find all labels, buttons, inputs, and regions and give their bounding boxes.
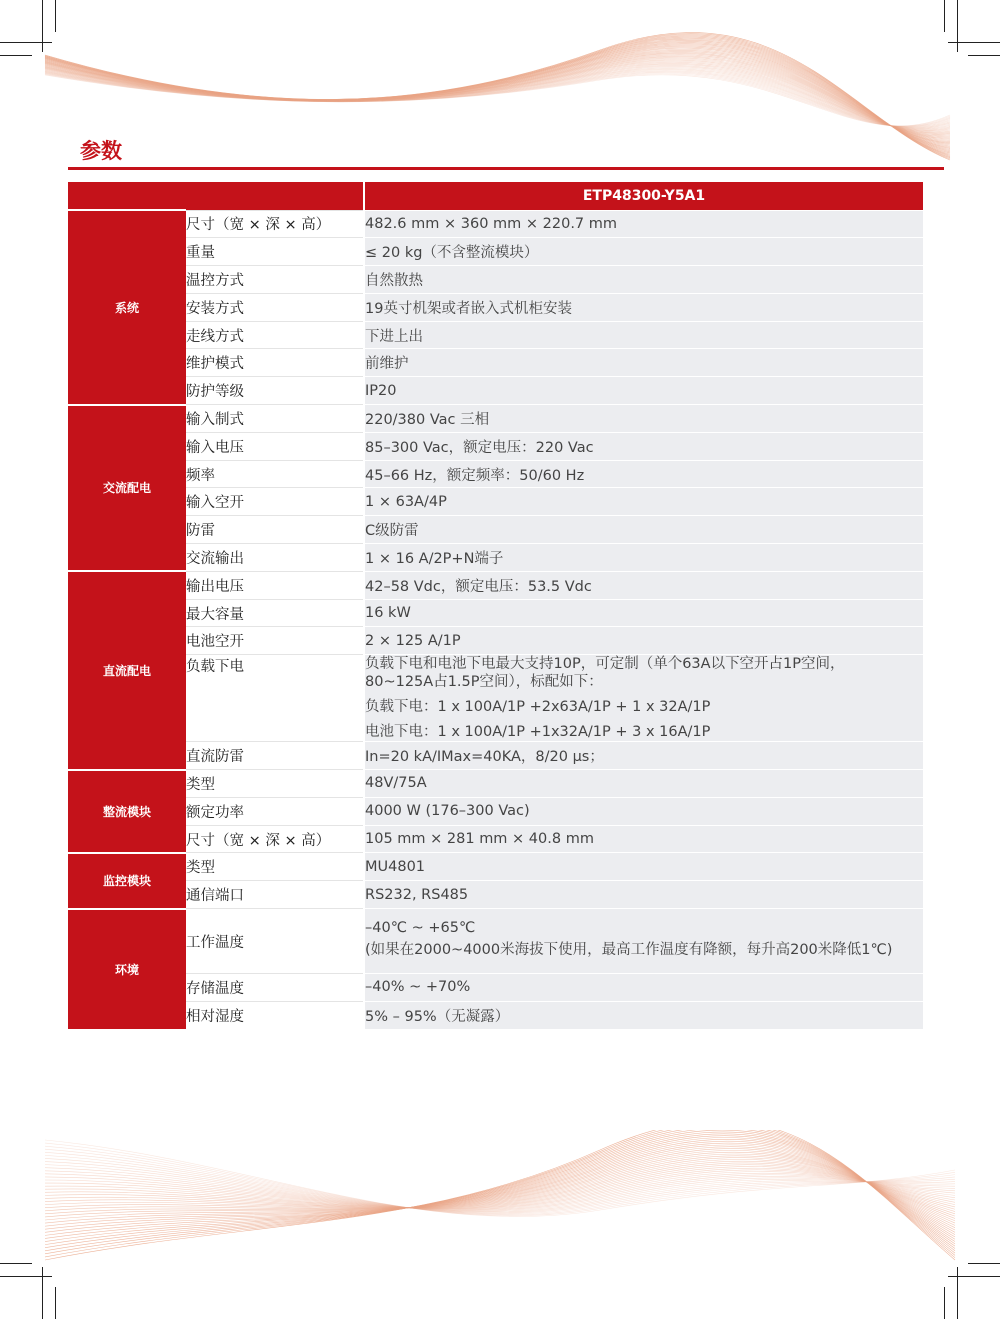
value-line: (如果在2000~4000米海拔下使用，最高工作温度有降额，每升高200米降低1℃) <box>365 942 893 959</box>
value-line: 负载下电和电池下电最大支持10P，可定制（单个63A以下空开占1P空间， <box>365 656 845 673</box>
table-row <box>68 825 923 853</box>
param-value: MU4801 <box>364 853 923 881</box>
table-row <box>68 627 923 655</box>
param-value: C级防雷 <box>364 516 923 544</box>
param-value: 自然散热 <box>364 266 923 294</box>
wave-line <box>45 48 950 144</box>
param-value: 前维护 <box>364 349 923 377</box>
table-row <box>68 599 923 627</box>
param-value: –40% ~ +70% <box>364 974 923 1002</box>
param-label: 重量 <box>186 238 364 266</box>
table-row <box>68 571 923 599</box>
wave-line <box>45 46 950 146</box>
top-wave-decoration <box>0 20 1000 170</box>
param-label: 防护等级 <box>186 377 364 405</box>
param-label: 工作温度 <box>186 909 364 974</box>
table-row <box>68 770 923 798</box>
table-row <box>68 655 923 742</box>
category-ac-distribution: 交流配电 <box>68 405 186 572</box>
crop-mark-bottom-left-v2 <box>55 1287 56 1319</box>
table-row <box>68 405 923 433</box>
param-value: 220/380 Vac 三相 <box>364 405 923 433</box>
table-row <box>68 377 923 405</box>
category-rectifier: 整流模块 <box>68 770 186 853</box>
param-label: 温控方式 <box>186 266 364 294</box>
wave-line <box>45 47 950 145</box>
param-label: 输入电压 <box>186 432 364 460</box>
param-value: 16 kW <box>364 599 923 627</box>
crop-mark-bottom-left-h <box>0 1276 52 1277</box>
param-label: 电池空开 <box>186 627 364 655</box>
param-value: 5% – 95%（无凝露） <box>364 1001 923 1028</box>
param-label: 通信端口 <box>186 881 364 909</box>
table-header-row <box>68 182 923 210</box>
wave-line <box>45 49 950 143</box>
param-label: 负载下电 <box>186 655 364 742</box>
param-label: 输出电压 <box>186 571 364 599</box>
param-value: 482.6 mm × 360 mm × 220.7 mm <box>364 210 923 238</box>
param-label: 交流输出 <box>186 544 364 572</box>
value-line: 负载下电：1 x 100A/1P +2x63A/1P + 1 x 32A/1P <box>365 699 711 716</box>
header-blank-cell <box>68 182 364 210</box>
table-row <box>68 432 923 460</box>
table-row <box>68 1001 923 1028</box>
param-label: 输入制式 <box>186 405 364 433</box>
param-value: 48V/75A <box>364 770 923 798</box>
param-value: 45–66 Hz，额定频率：50/60 Hz <box>364 460 923 488</box>
table-row <box>68 974 923 1002</box>
table-row <box>68 909 923 974</box>
param-label: 存储温度 <box>186 974 364 1002</box>
table-row <box>68 488 923 516</box>
param-value: ≤ 20 kg（不含整流模块） <box>364 238 923 266</box>
param-value: In=20 kA/IMax=40KA，8/20 μs； <box>364 742 923 770</box>
param-value: 1 × 16 A/2P+N端子 <box>364 544 923 572</box>
table-row <box>68 210 923 238</box>
wave-line <box>45 43 950 150</box>
table-row <box>68 238 923 266</box>
param-label: 直流防雷 <box>186 742 364 770</box>
param-value: 85–300 Vac，额定电压：220 Vac <box>364 432 923 460</box>
param-label: 安装方式 <box>186 293 364 321</box>
param-value-multiline <box>364 655 923 742</box>
param-label: 额定功率 <box>186 797 364 825</box>
param-label: 类型 <box>186 770 364 798</box>
value-line: –40℃ ~ +65℃ <box>365 920 476 937</box>
param-label: 最大容量 <box>186 599 364 627</box>
table-row <box>68 349 923 377</box>
category-dc-distribution: 直流配电 <box>68 571 186 769</box>
category-environment: 环境 <box>68 909 186 1029</box>
param-value: 2 × 125 A/1P <box>364 627 923 655</box>
param-value: RS232, RS485 <box>364 881 923 909</box>
param-value: 19英寸机架或者嵌入式机柜安装 <box>364 293 923 321</box>
table-row <box>68 321 923 349</box>
crop-mark-bottom-right-v2 <box>944 1287 945 1319</box>
param-label: 维护模式 <box>186 349 364 377</box>
table-row <box>68 266 923 294</box>
param-label: 频率 <box>186 460 364 488</box>
param-label: 尺寸（宽 × 深 × 高） <box>186 825 364 853</box>
wave-line <box>45 44 950 149</box>
param-label: 相对湿度 <box>186 1001 364 1028</box>
model-header: ETP48300-Y5A1 <box>364 182 923 210</box>
title-rule <box>68 167 944 170</box>
table-row <box>68 853 923 881</box>
table-row <box>68 293 923 321</box>
param-value: 105 mm × 281 mm × 40.8 mm <box>364 825 923 853</box>
table-row <box>68 797 923 825</box>
table-row <box>68 460 923 488</box>
spec-table <box>68 182 923 1029</box>
param-label: 走线方式 <box>186 321 364 349</box>
wave-line <box>45 45 950 148</box>
param-value: 下进上出 <box>364 321 923 349</box>
param-label: 类型 <box>186 853 364 881</box>
table-row <box>68 742 923 770</box>
bottom-wave-decoration <box>0 1130 1000 1275</box>
param-label: 防雷 <box>186 516 364 544</box>
wave-line <box>45 50 950 141</box>
wave-line <box>45 59 950 133</box>
table-row <box>68 516 923 544</box>
value-line: 电池下电：1 x 100A/1P +1x32A/1P + 3 x 16A/1P <box>365 724 711 741</box>
wave-line <box>45 41 950 150</box>
crop-mark-bottom-right-h <box>948 1276 1000 1277</box>
param-value-multiline <box>364 909 923 974</box>
table-row <box>68 881 923 909</box>
category-system: 系统 <box>68 210 186 405</box>
param-value: 4000 W (176–300 Vac) <box>364 797 923 825</box>
value-line: 80~125A占1.5P空间），标配如下： <box>365 674 603 691</box>
page-title: 参数 <box>80 139 122 163</box>
param-value: 42–58 Vdc，额定电压：53.5 Vdc <box>364 571 923 599</box>
table-row <box>68 544 923 572</box>
param-label: 尺寸（宽 × 深 × 高） <box>186 210 364 238</box>
wave-line <box>45 58 950 134</box>
param-value: IP20 <box>364 377 923 405</box>
param-value: 1 × 63A/4P <box>364 488 923 516</box>
param-label: 输入空开 <box>186 488 364 516</box>
category-monitor: 监控模块 <box>68 853 186 909</box>
